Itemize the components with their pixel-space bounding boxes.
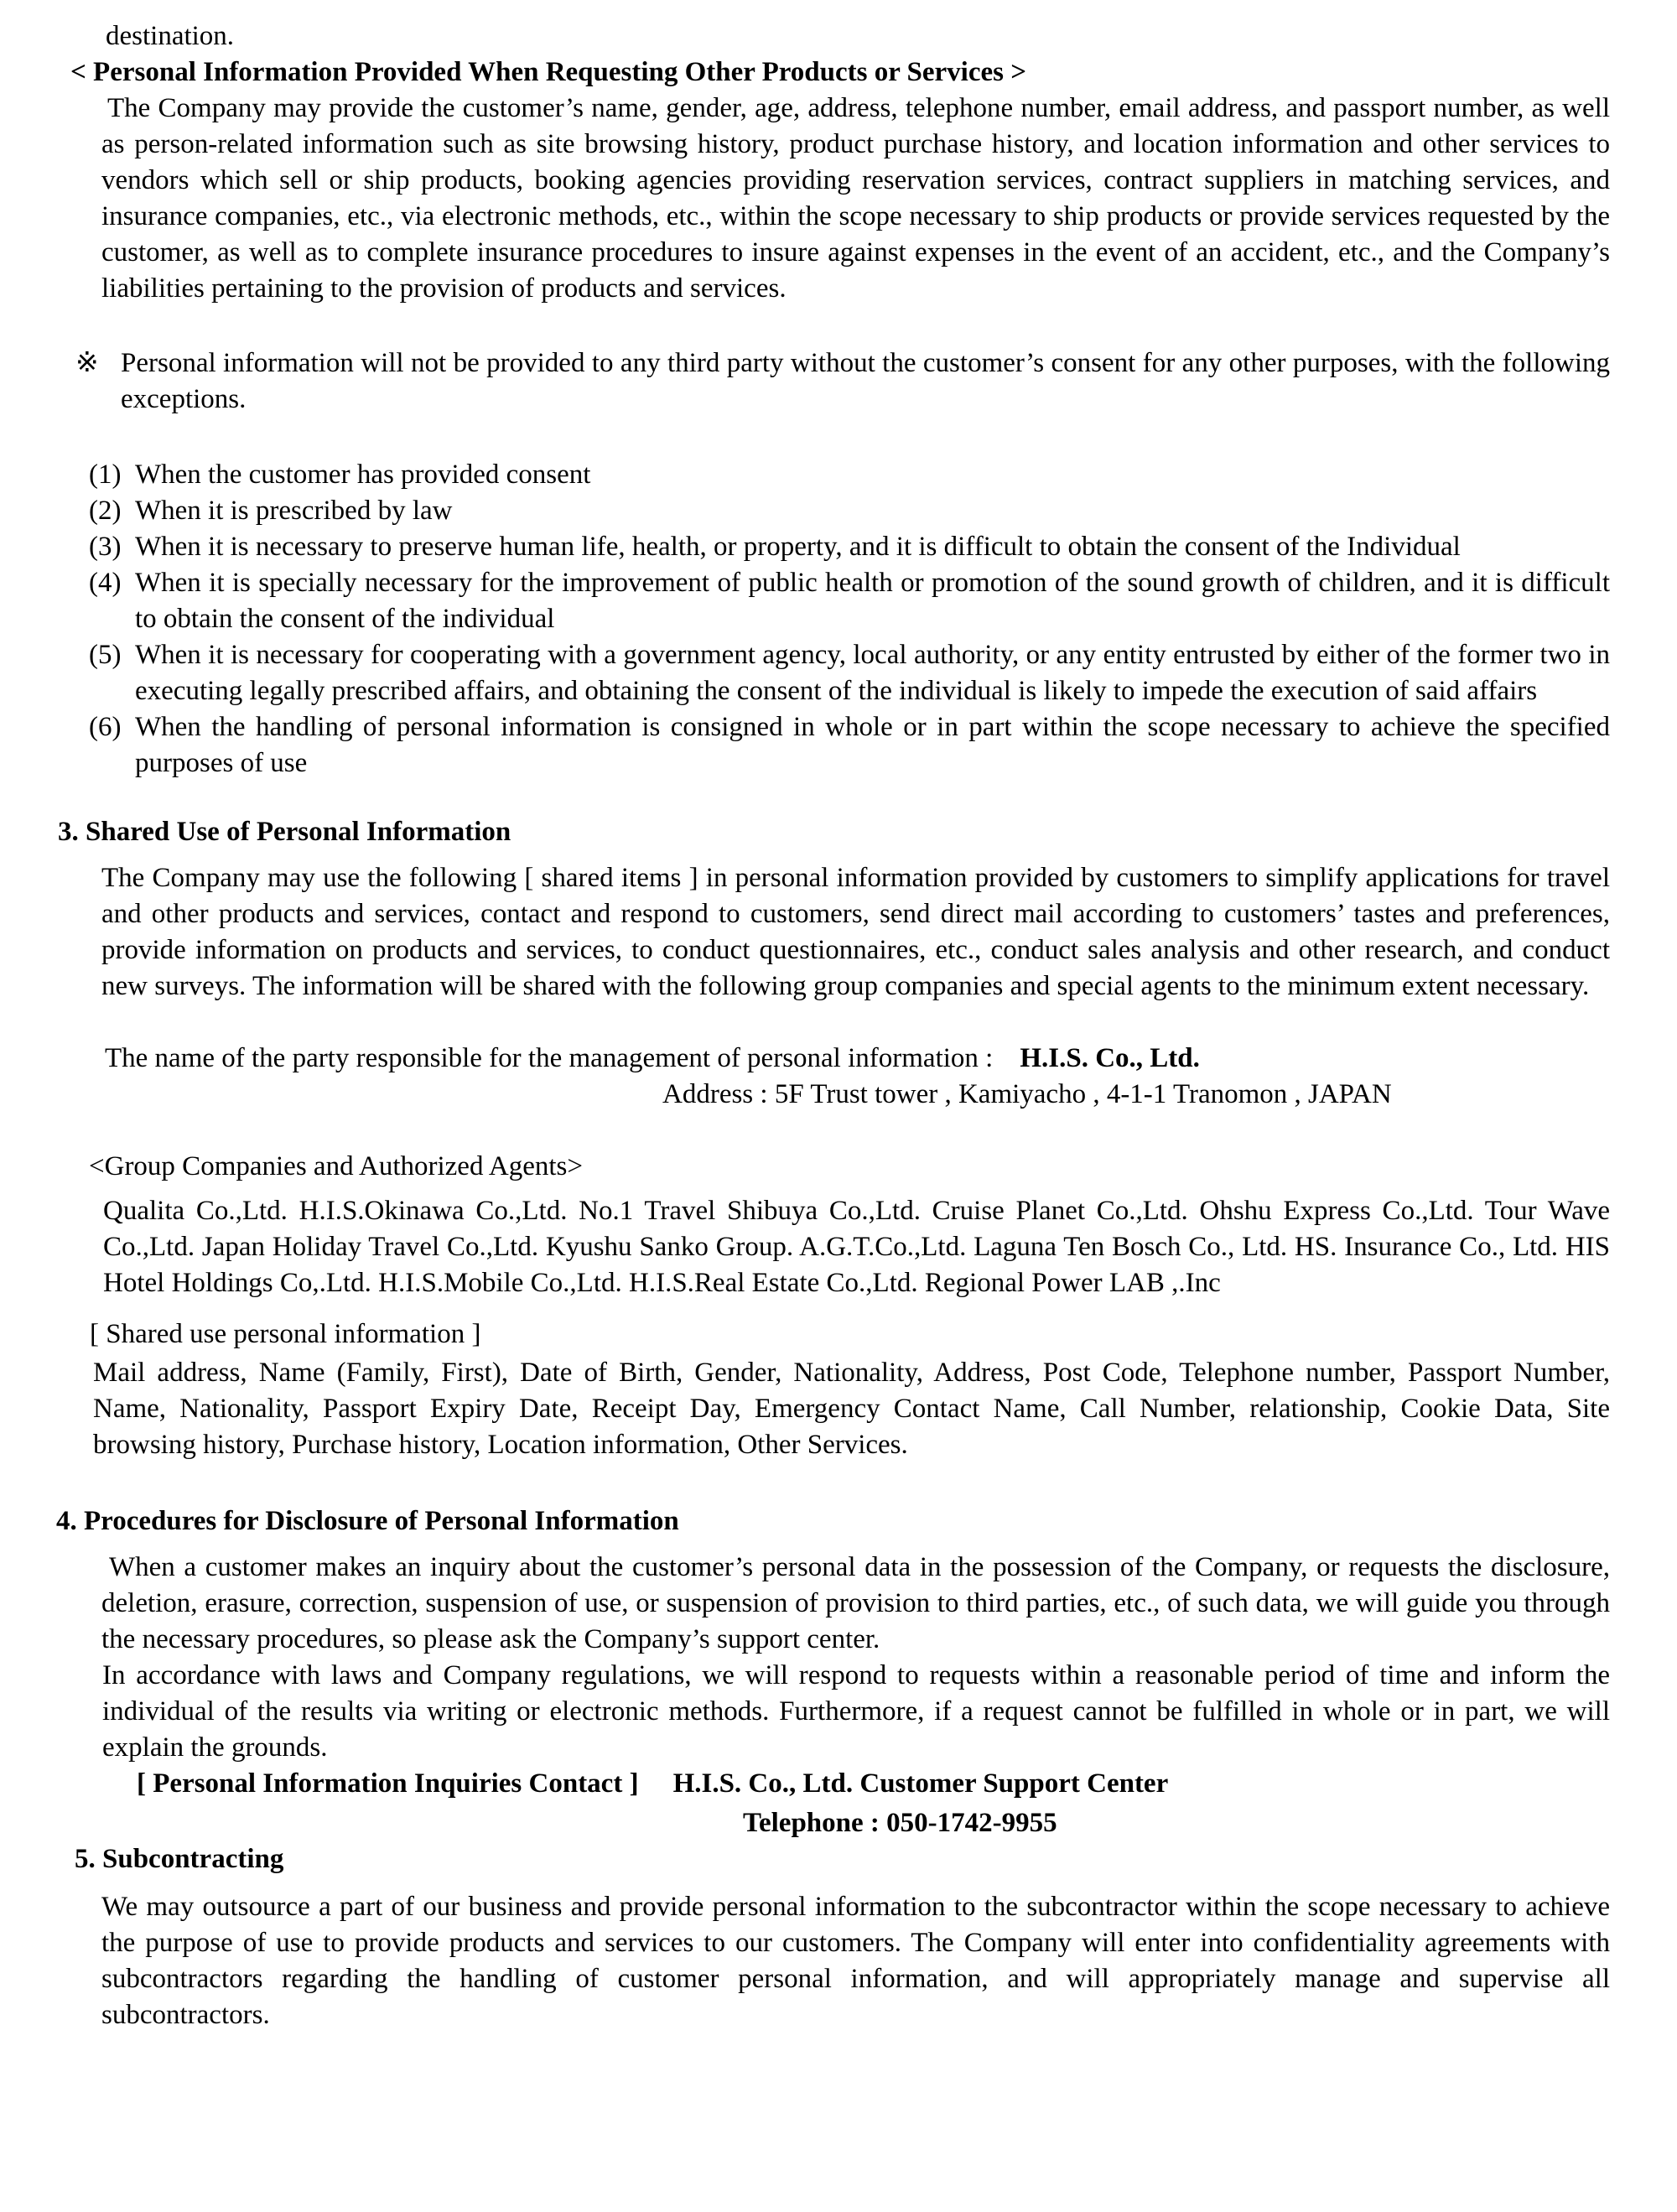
section-heading-subcontracting: 5. Subcontracting [75, 1844, 284, 1874]
item-number: (3) [89, 532, 122, 562]
exceptions-list [0, 457, 1677, 781]
contact-line [137, 1766, 1610, 1802]
contact-value: H.I.S. Co., Ltd. Customer Support Center [672, 1768, 1169, 1799]
section-heading-disclosure: 4. Procedures for Disclosure of Personal Information [56, 1506, 679, 1536]
list-item [89, 637, 1610, 709]
item-text: When it is necessary for cooperating with a government agency, local authority, or any entity entrusted by either of the former two in executing legally prescribed affairs, and obtaining the consent of the individual is likely to impede the execution of said affairs [135, 640, 1610, 706]
note-third-party [75, 345, 1610, 418]
item-text: When it is prescribed by law [135, 496, 453, 526]
responsible-party-value: H.I.S. Co., Ltd. [1020, 1043, 1200, 1073]
section-heading-other-products: < Personal Information Provided When Requesting Other Products or Services > [70, 57, 1027, 87]
shared-info-list: Mail address, Name (Family, First), Date of Birth, Gender, Nationality, Address, Post Code, Telephone number, Passport Number, Name, Nationality, Passport Expiry Date, Receipt Day, Emergency Contact Name, Call Number, relationship, Cookie Data, Site browsing history, Purchase history, Location information, Other Services. [93, 1358, 1610, 1460]
list-item [89, 709, 1610, 781]
item-number: (1) [89, 460, 122, 490]
contact-label: [ Personal Information Inquiries Contact ] [137, 1768, 639, 1799]
item-text: When the handling of personal information is consigned in whole or in part within the scope necessary to achieve the specified purposes of use [135, 712, 1610, 778]
item-number: (5) [89, 640, 122, 670]
paragraph-disclosure-2: In accordance with laws and Company regulations, we will respond to requests within a reasonable period of time and inform the individual of the results via writing or electronic methods. Furthermore, if a request cannot be fulfilled in whole or in part, we will explain the grounds. [102, 1660, 1610, 1763]
note-third-party-text: Personal information will not be provided to any third party without the customer’s consent for any other purposes, with the following exceptions. [121, 348, 1610, 414]
list-item [89, 565, 1610, 637]
item-number: (6) [89, 712, 122, 742]
paragraph-subcontracting: We may outsource a part of our business and provide personal information to the subcontractor within the scope necessary to achieve the purpose of use to provide products and services to our customers. The Company will enter into confidentiality agreements with subcontractors regarding the handling of customer personal information, and will appropriately manage and supervise all subcontractors. [101, 1892, 1610, 2030]
section-heading-shared-use: 3. Shared Use of Personal Information [58, 817, 511, 847]
paragraph-fragment-destination: destination. [106, 21, 235, 51]
paragraph-disclosure-1: When a customer makes an inquiry about the customer’s personal data in the possession of the Company, or requests the disclosure, deletion, erasure, correction, suspension of use, or suspension of provision to third parties, etc., of such data, we will guide you through the necessary procedures, so please ask the Company’s support center. [101, 1552, 1610, 1654]
list-item [89, 457, 1610, 493]
group-companies-heading: <Group Companies and Authorized Agents> [89, 1151, 583, 1181]
reference-mark: ※ [75, 348, 99, 378]
list-item [89, 529, 1610, 565]
shared-info-heading: [ Shared use personal information ] [90, 1319, 481, 1349]
item-text: When the customer has provided consent [135, 460, 591, 490]
item-text: When it is specially necessary for the improvement of public health or promotion of the sound growth of children, and it is difficult to obtain the consent of the individual [135, 568, 1610, 634]
paragraph-other-products: The Company may provide the customer’s name, gender, age, address, telephone number, email address, and passport number, as well as person-related information such as site browsing history, product purchase history, and location information and other services to vendors which sell or ship products, booking agencies providing reservation services, contract suppliers in matching services, and insurance companies, etc., via electronic methods, etc., within the scope necessary to ship products or provide services requested by the customer, as well as to complete insurance procedures to insure against expenses in the event of an accident, etc., and the Company’s liabilities pertaining to the provision of products and services. [101, 93, 1610, 304]
address-line: Address : 5F Trust tower , Kamiyacho , 4-1-1 Tranomon , JAPAN [662, 1079, 1392, 1109]
group-companies-list: Qualita Co.,Ltd. H.I.S.Okinawa Co.,Ltd. No.1 Travel Shibuya Co.,Ltd. Cruise Planet Co.,Ltd. Ohshu Express Co.,Ltd. Tour Wave Co.,Ltd. Japan Holiday Travel Co.,Ltd. Kyushu Sanko Group. A.G.T.Co.,Ltd. Laguna Ten Bosch Co., Ltd. HS. Insurance Co., Ltd. HIS Hotel Holdings Co,.Ltd. H.I.S.Mobile Co.,Ltd. H.I.S.Real Estate Co.,Ltd. Regional Power LAB ,.Inc [103, 1196, 1610, 1298]
paragraph-shared-use: The Company may use the following [ shared items ] in personal information provided by customers to simplify applications for travel and other products and services, contact and respond to customers, send direct mail according to customers’ tastes and preferences, provide information on products and services, to conduct questionnaires, etc., conduct sales analysis and other research, and conduct new surveys. The information will be shared with the following group companies and special agents to the minimum extent necessary. [101, 863, 1610, 1001]
telephone-line: Telephone : 050-1742-9955 [743, 1808, 1057, 1838]
item-number: (4) [89, 568, 122, 598]
responsible-party-label: The name of the party responsible for the management of personal information : [105, 1043, 994, 1073]
item-number: (2) [89, 496, 122, 526]
responsible-party-line [105, 1041, 1610, 1077]
list-item [89, 493, 1610, 529]
item-text: When it is necessary to preserve human life, health, or property, and it is difficult to obtain the consent of the Individual [135, 532, 1461, 562]
